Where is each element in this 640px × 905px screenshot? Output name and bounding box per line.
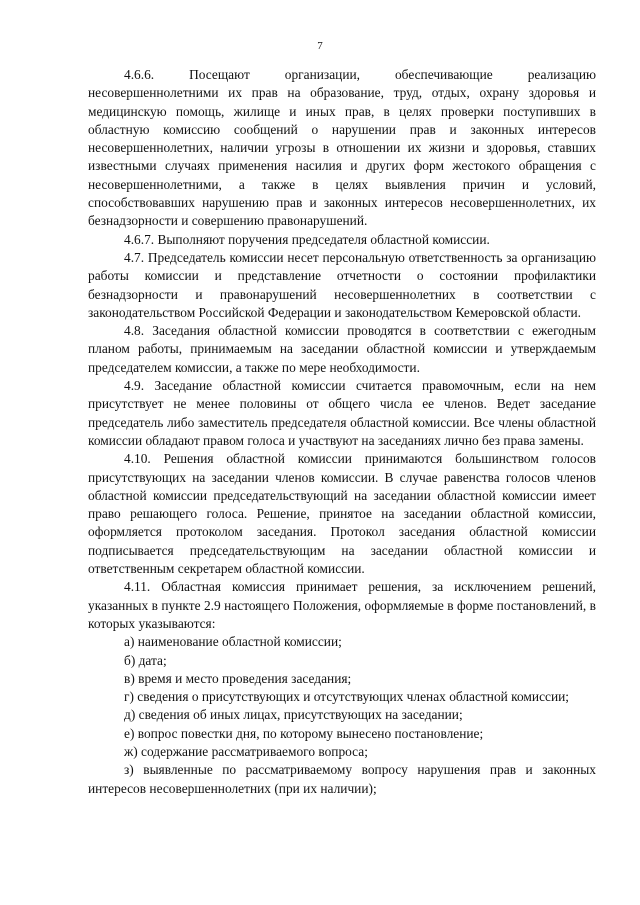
list-item-g: г) сведения о присутствующих и отсутствующих членах областной комиссии; bbox=[124, 689, 570, 705]
paragraph-4-9: 4.9. Заседание областной комиссии считается правомочным, если на нем присутствует не менее половины от общего числа ее членов. Ведет заседание председатель либо заместитель председателя областной комиссии. Все члены областной комиссии обладают правом голоса и участвуют на заседаниях лично без права замены. bbox=[88, 378, 596, 448]
paragraph-4-8: 4.8. Заседания областной комиссии проводятся в соответствии с ежегодным планом работы, принимаемым на заседании областной комиссии и утверждаемым председателем комиссии, а также по мере необходимости. bbox=[88, 323, 596, 375]
list-item-v: в) время и место проведения заседания; bbox=[124, 670, 352, 686]
paragraph-4-6-6: 4.6.6. Посещают организации, обеспечивающие реализацию несовершеннолетними их прав на образование, труд, отдых, охрану здоровья и медицинскую помощь, жилище и иных прав, в целях проверки поступивших в областную комиссию сообщений о нарушении прав и законных интересов несовершеннолетних, наличии угрозы в отношении их жизни и здоровья, ставших известными случаях применения насилия и других форм жестокого обращения с несовершеннолетними, а также в целях выявления причин и условий, способствовавших нарушению прав и законных интересов несовершеннолетних, их безнадзорности и совершению правонарушений. bbox=[88, 67, 596, 229]
list-item-d: д) сведения об иных лицах, присутствующих на заседании; bbox=[124, 707, 463, 723]
paragraph-4-11: 4.11. Областная комиссия принимает решения, за исключением решений, указанных в пункте 2.9 настоящего Положения, оформляемые в форме постановлений, в которых указываются: bbox=[88, 579, 596, 631]
list-item-a: а) наименование областной комиссии; bbox=[124, 634, 342, 650]
document-body bbox=[88, 66, 596, 798]
paragraph-4-6-7: 4.6.7. Выполняют поручения председателя областной комиссии. bbox=[124, 231, 490, 247]
page-number: 7 bbox=[317, 40, 323, 52]
paragraph-4-7: 4.7. Председатель комиссии несет персональную ответственность за организацию работы комиссии и представление отчетности о состоянии профилактики безнадзорности и правонарушений несовершеннолетних в соответствии с законодательством Российской Федерации и законодательством Кемеровской области. bbox=[88, 249, 596, 320]
paragraph-4-10: 4.10. Решения областной комиссии принимаются большинством голосов присутствующих на заседании членов комиссии. В случае равенства голосов членов областной комиссии председательствующий на заседании областной комиссии имеет право решающего голоса. Решение, принятое на заседании областной комиссии, оформляется протоколом заседания. Протокол заседания областной комиссии подписывается председательствующим на заседании областной комиссии и ответственным секретарем областной комиссии. bbox=[88, 451, 596, 577]
list-item-zh: ж) содержание рассматриваемого вопроса; bbox=[124, 743, 368, 759]
list-item-e: е) вопрос повестки дня, по которому вынесено постановление; bbox=[124, 725, 484, 741]
list-item-z: з) выявленные по рассматриваемому вопросу нарушения прав и законных интересов несовершеннолетних (при их наличии); bbox=[88, 762, 596, 796]
list-item-b: б) дата; bbox=[124, 652, 167, 668]
